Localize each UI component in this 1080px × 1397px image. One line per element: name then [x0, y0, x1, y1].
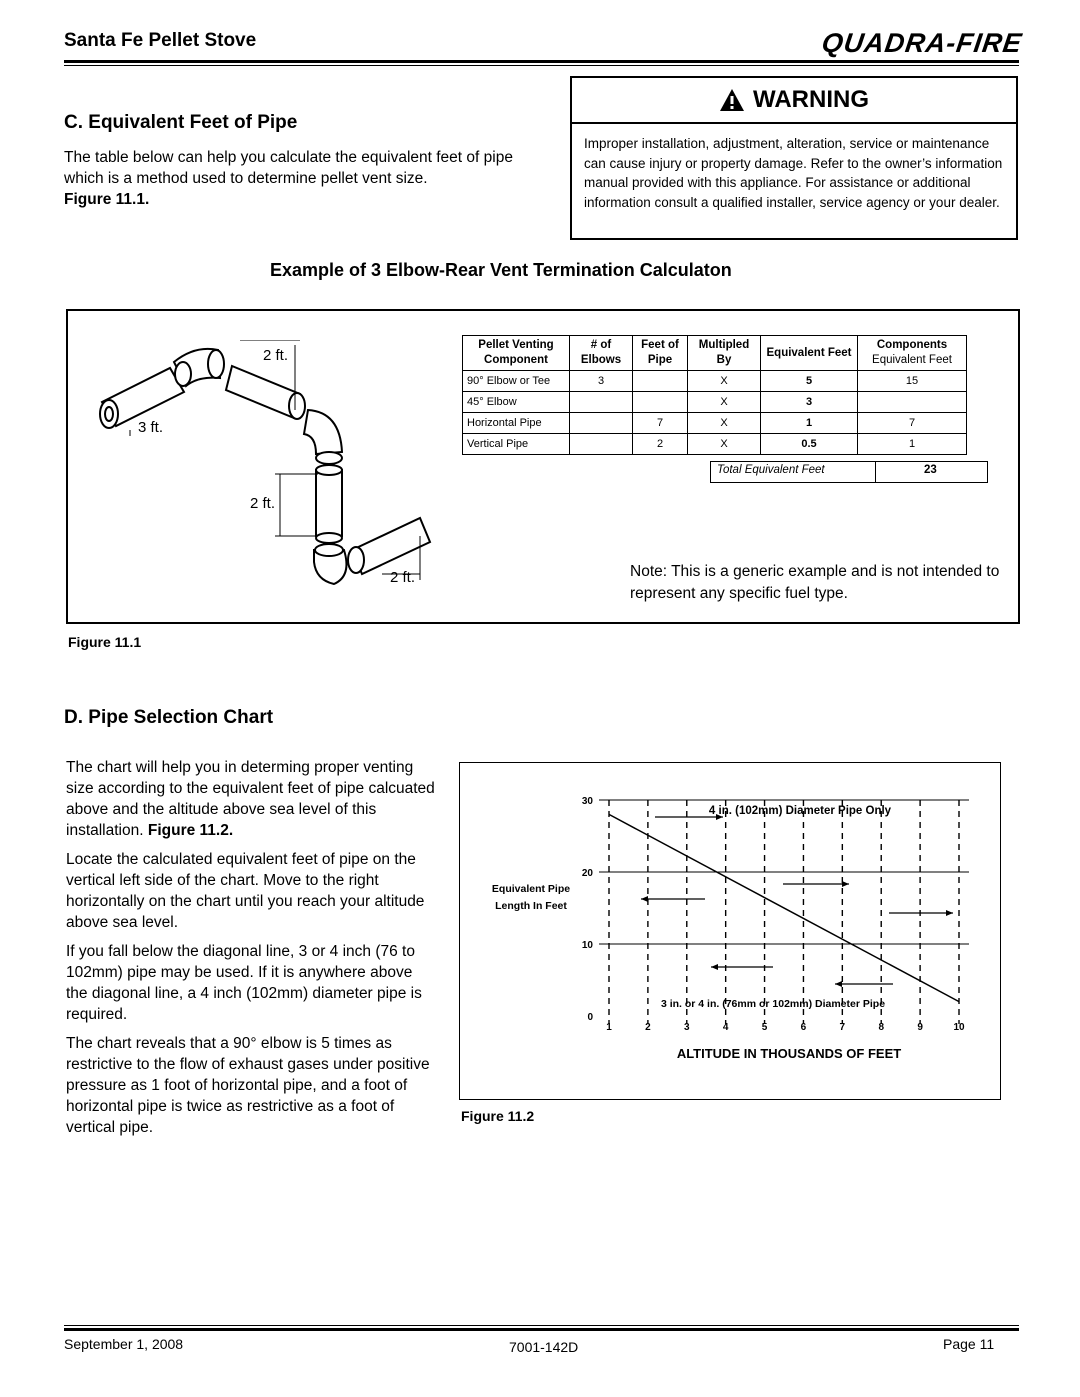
x-tick-label: 6 [800, 1022, 807, 1033]
x-tick-label: 2 [645, 1022, 651, 1033]
warning-icon [719, 88, 745, 112]
section-d-figure-ref: Figure 11.2. [147, 822, 234, 839]
table-cell: 45° Elbow [463, 392, 570, 413]
x-axis-label: ALTITUDE IN THOUSANDS OF FEET [676, 1046, 902, 1061]
warning-box [570, 76, 1018, 240]
section-d-text [66, 757, 435, 1138]
total-row [710, 461, 988, 483]
footer-page: Page 11 [943, 1336, 995, 1352]
x-tick-label: 7 [839, 1022, 846, 1033]
chart-annotation-lower: 3 in. or 4 in. (76mm or 102mm) Diameter Pipe [660, 998, 886, 1010]
footer-date: September 1, 2008 [64, 1336, 184, 1352]
total-label: Total Equivalent Feet [717, 464, 825, 476]
arrow-left-head [641, 896, 648, 902]
x-tick-label: 10 [953, 1022, 965, 1033]
generic-note: Note: This is a generic example and is not intended to represent any specific fuel type. [630, 563, 1000, 602]
table-cell [858, 392, 967, 413]
section-c-paragraph: The table below can help you calculate the equivalent feet of pipe which is a method used to determine pellet vent size. [64, 149, 513, 187]
col-header: Equivalent Feet [761, 336, 858, 371]
table-cell: 1 [858, 434, 967, 455]
col-header: Pellet Venting Component [463, 336, 570, 371]
table-cell: 2 [633, 434, 688, 455]
arrow-right-head [946, 910, 953, 916]
y-axis-label-line1: Equivalent Pipe [491, 883, 571, 895]
x-tick-label: 1 [606, 1022, 612, 1033]
table-cell: 90° Elbow or Tee [463, 371, 570, 392]
table-cell: X [688, 371, 761, 392]
table-cell [570, 413, 633, 434]
table-row [463, 392, 967, 413]
example-heading: Example of 3 Elbow-Rear Vent Termination Calculaton [270, 260, 732, 280]
section-d-p3: If you fall below the diagonal line, 3 or 4 inch (76 to 102mm) pipe may be used. If it is anywhere above the diagonal line, a 4 inch (102mm) diameter pipe is required. [66, 943, 422, 1023]
table-cell: 7 [858, 413, 967, 434]
table-cell [570, 392, 633, 413]
figure-11-2-label: Figure 11.2 [461, 1108, 535, 1124]
table-cell: 3 [761, 392, 858, 413]
section-d-p1-text: The chart will help you in determing proper venting size according to the equivalent feet of pipe calcuated above and the altitude above sea level of this installation. [66, 759, 435, 839]
table-cell [633, 392, 688, 413]
col-header: Multipled By [688, 336, 761, 371]
brand-logo: QUADRA-FIRE [819, 28, 1025, 58]
table-row [463, 434, 967, 455]
section-c-heading: C. Equivalent Feet of Pipe [64, 112, 298, 133]
table-cell [633, 371, 688, 392]
x-tick-label: 8 [878, 1022, 885, 1033]
header-rule [64, 60, 1019, 63]
table-header-row [463, 336, 967, 371]
header-rule-thin [64, 65, 1019, 66]
footer-doc-number: 7001-142D [509, 1339, 579, 1355]
table-cell: Vertical Pipe [463, 434, 570, 455]
figure-11-1-label: Figure 11.1 [68, 634, 142, 650]
table-cell: 5 [761, 371, 858, 392]
col-header-components [858, 336, 967, 371]
col-header: # of Elbows [570, 336, 633, 371]
table-cell: X [688, 413, 761, 434]
arrow-left-head [835, 981, 842, 987]
table-cell: 3 [570, 371, 633, 392]
table-cell: Horizontal Pipe [463, 413, 570, 434]
dim-bottom-right: 2 ft. [390, 569, 416, 586]
x-tick-label: 3 [683, 1022, 690, 1033]
chart-annotation-upper: 4 in. (102mm) Diameter Pipe Only [708, 805, 892, 817]
section-d-heading: D. Pipe Selection Chart [64, 707, 274, 728]
footer-rule [64, 1328, 1019, 1331]
arrow-right-head [842, 881, 849, 887]
table-cell [570, 434, 633, 455]
y-tick-label: 20 [581, 868, 593, 879]
table-row [463, 371, 967, 392]
table-cell: X [688, 392, 761, 413]
table-cell: 0.5 [761, 434, 858, 455]
equivalent-feet-table [462, 335, 967, 455]
section-d-p1 [66, 757, 435, 841]
warning-header [572, 78, 1016, 124]
x-tick-label: 5 [761, 1022, 768, 1033]
col-header-sub: Equivalent Feet [872, 354, 952, 366]
table-cell: 1 [761, 413, 858, 434]
total-divider [875, 462, 876, 482]
col-header: Feet of Pipe [633, 336, 688, 371]
y-tick-label: 10 [581, 940, 593, 951]
arrow-left-head [711, 964, 718, 970]
col-header: Components [876, 339, 948, 351]
warning-text: Improper installation, adjustment, alteration, service or maintenance can cause injury or property damage. Refer to the owner’s information manual provided with this appliance. For assistance or additional information consult a qualified installer, service agency or your dealer. [584, 136, 1003, 210]
diagonal-line [609, 814, 959, 1001]
x-tick-label: 4 [722, 1022, 729, 1033]
warning-title: WARNING [753, 86, 869, 113]
pipe-selection-chart [459, 762, 1001, 1100]
section-c-figure-ref: Figure 11.1. [64, 191, 150, 208]
x-tick-label: 9 [917, 1022, 923, 1033]
table-cell: X [688, 434, 761, 455]
y-tick-label: 0 [587, 1012, 593, 1023]
y-axis-label-line2: Length In Feet [495, 900, 567, 912]
dim-top-right: 2 ft. [263, 347, 289, 364]
section-c-text [64, 147, 534, 210]
page-title: Santa Fe Pellet Stove [64, 30, 257, 51]
y-tick-label: 30 [581, 796, 593, 807]
section-d-p2: Locate the calculated equivalent feet of pipe on the vertical left side of the chart. Move to the right horizontally on the chart until you reach your altitude above sea level. [66, 851, 425, 931]
table-row [463, 413, 967, 434]
dim-left: 3 ft. [138, 419, 164, 436]
dim-vertical: 2 ft. [250, 495, 276, 512]
section-d-p4: The chart reveals that a 90° elbow is 5 times as restrictive to the flow of exhaust gases under positive pressure as 1 foot of horizontal pipe, and a foot of horizontal pipe is twice as restrictive as a foot of vertical pipe. [66, 1035, 430, 1136]
table-cell: 7 [633, 413, 688, 434]
table-cell: 15 [858, 371, 967, 392]
total-value: 23 [924, 464, 937, 476]
footer-rule-thin [64, 1325, 1019, 1326]
